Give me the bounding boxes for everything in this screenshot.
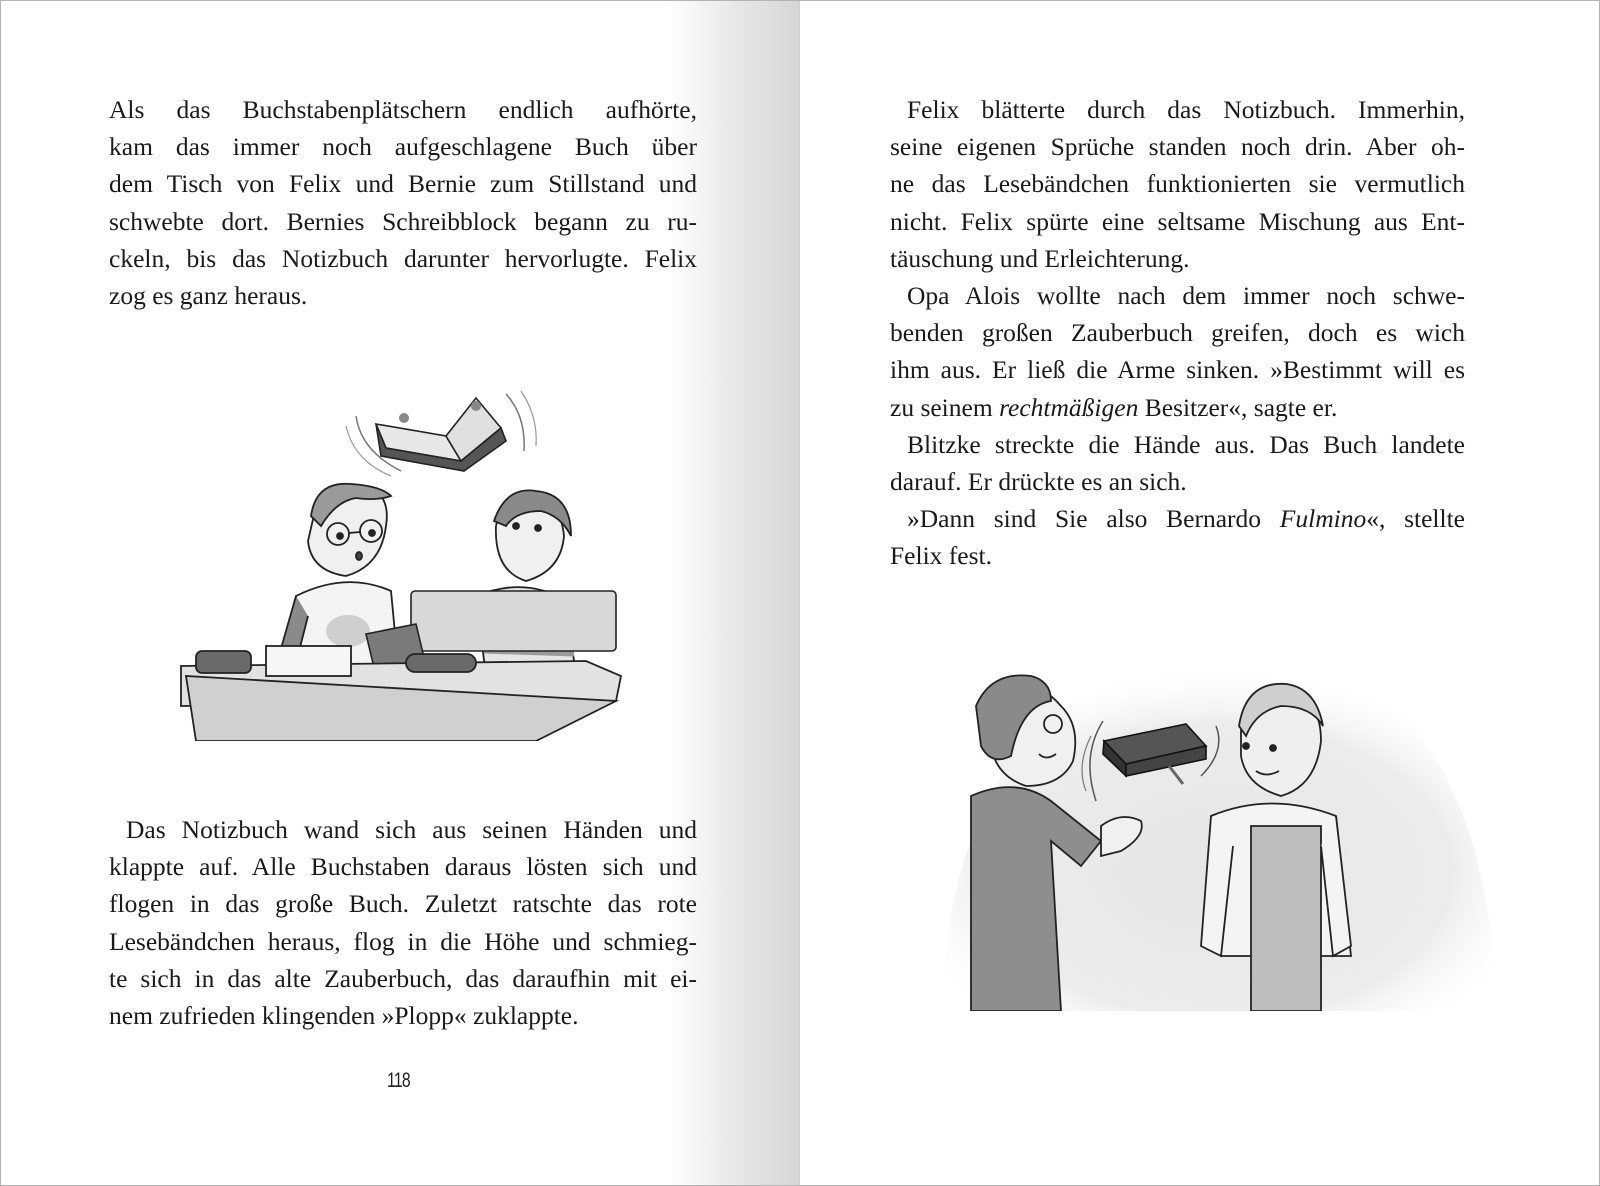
text-line: flogen in das große Buch. Zuletzt ratschte das rote — [109, 889, 697, 919]
text-line: te sich in das alte Zauberbuch, das daraufhin mit ei- — [109, 963, 697, 993]
text-line: Opa Alois wollte nach dem immer noch schwe- — [907, 281, 1465, 311]
left-page-paragraph-2 — [109, 811, 697, 1034]
text-line: zog es ganz heraus. — [109, 281, 308, 311]
men-floating-book-drawing — [921, 626, 1501, 1011]
emphasis-rechtmaessigen: rechtmäßigen — [999, 392, 1139, 422]
text-line: Felix fest. — [890, 541, 992, 571]
floating-open-book — [376, 398, 506, 471]
right-page-text — [890, 91, 1465, 575]
text-line: ckeln, bis das Notizbuch darunter hervorlugte. Felix — [109, 243, 697, 273]
text-line: dem Tisch von Felix und Bernie zum Stillstand und — [109, 169, 697, 199]
text-line: Blitzke streckte die Hände aus. Das Buch landete — [907, 429, 1465, 459]
text-line — [890, 389, 1465, 426]
text-line: benden großen Zauberbuch greifen, doch es wich — [890, 318, 1465, 348]
text-line: seine eigenen Sprüche standen noch drin. Aber oh- — [890, 132, 1465, 162]
text-line: ihm aus. Er ließ die Arme sinken. »Bestimmt will es — [890, 355, 1465, 385]
text-line: nem zufrieden klingenden »Plopp« zuklappte. — [109, 1001, 579, 1031]
text-line: Felix blätterte durch das Notizbuch. Immerhin, — [907, 95, 1465, 124]
text-line: täuschung und Erleichterung. — [890, 243, 1190, 273]
left-page-paragraph-1 — [109, 91, 697, 314]
boys-floating-book-drawing — [176, 376, 631, 741]
text-line: Lesebändchen heraus, flog in die Höhe und schmieg- — [109, 926, 697, 956]
illustration-boys-at-desk — [176, 376, 631, 741]
text-fragment: «, stellte — [1366, 504, 1465, 534]
text-fragment: Besitzer«, sagte er. — [1138, 392, 1338, 422]
text-line: darauf. Er drückte es an sich. — [890, 467, 1187, 497]
text-line: ne das Lesebändchen funktionierten sie vermutlich — [890, 169, 1465, 199]
text-fragment: »Dann sind Sie also Bernardo — [907, 504, 1280, 534]
text-line: nicht. Felix spürte eine seltsame Mischung aus Ent- — [890, 206, 1465, 236]
text-line — [890, 500, 1465, 537]
emphasis-fulmino: Fulmino — [1279, 504, 1367, 534]
text-line: Als das Buchstabenplätschern endlich aufhörte, — [109, 95, 697, 124]
text-line: Das Notizbuch wand sich aus seinen Händen und — [126, 815, 697, 844]
text-line: klappte auf. Alle Buchstaben daraus lösten sich und — [109, 852, 697, 882]
text-line: kam das immer noch aufgeschlagene Buch über — [109, 132, 697, 162]
page-number: 118 — [387, 1069, 410, 1092]
left-page — [1, 1, 800, 1185]
text-line: schwebte dort. Bernies Schreibblock begann zu ru- — [109, 206, 697, 236]
illustration-men-with-book — [921, 626, 1501, 1011]
text-fragment: zu seinem — [890, 392, 1000, 422]
